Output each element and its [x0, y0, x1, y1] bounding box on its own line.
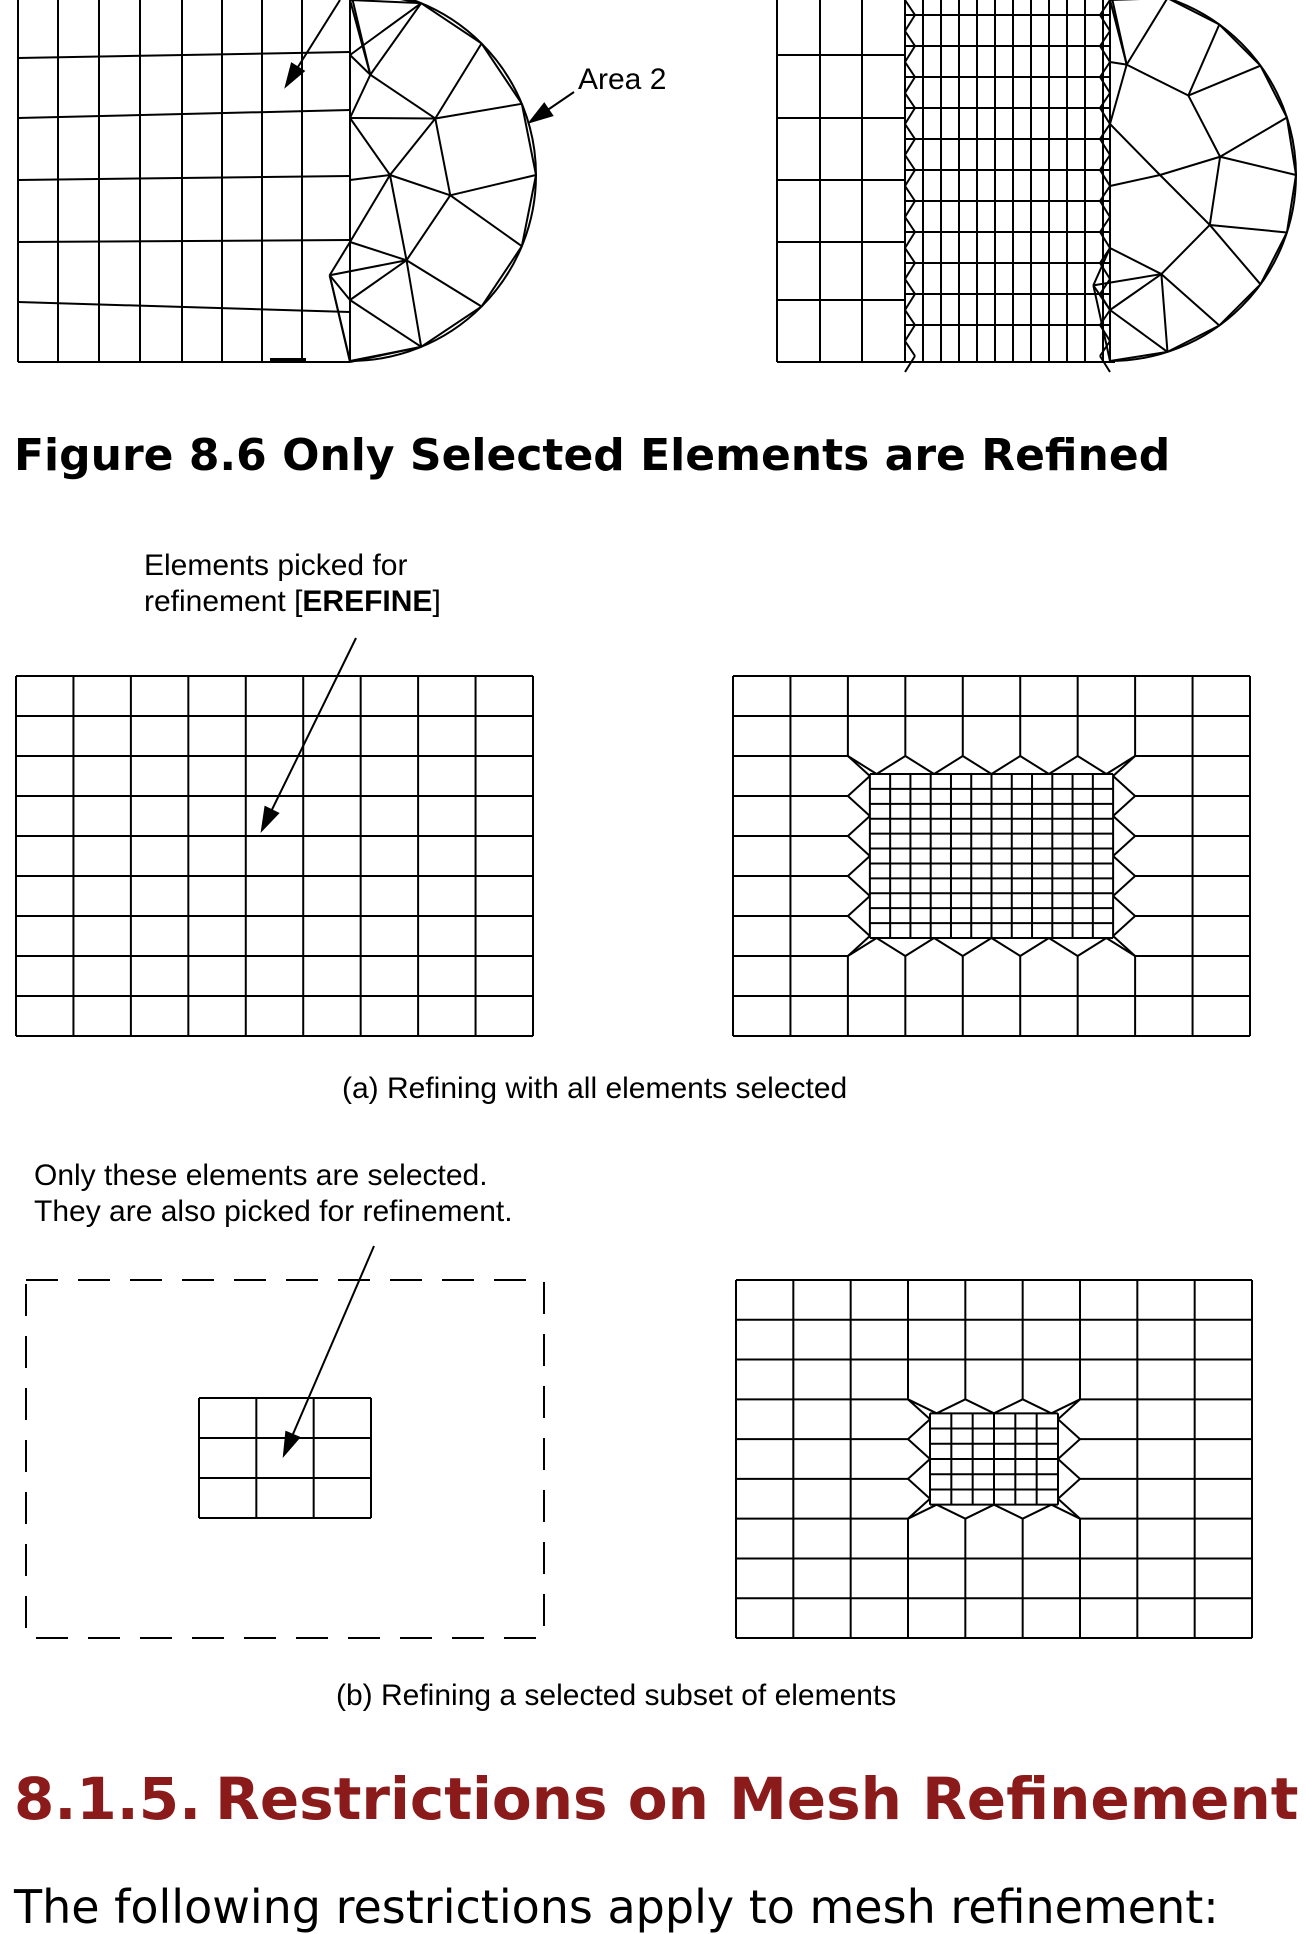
tri-edge [992, 756, 1021, 774]
tri-edge [1100, 279, 1110, 294]
tri-edge [963, 938, 992, 956]
tri-edge [1110, 124, 1160, 175]
tri-edge [350, 175, 390, 242]
tri-edge [1110, 0, 1127, 65]
tri-edge [450, 195, 522, 246]
tri-edge [1113, 936, 1135, 956]
tri-edge [1078, 938, 1107, 956]
tri-edge [435, 104, 522, 119]
tri-edge [934, 756, 963, 774]
top-mesh-left [18, 0, 536, 362]
tri-edge [963, 756, 992, 774]
tri-edge [908, 1439, 930, 1459]
label-elements-picked-line1: Elements picked for [144, 548, 441, 584]
tri-edge [1113, 916, 1135, 936]
tri-edge [905, 201, 915, 217]
tri-edge [1100, 0, 1110, 15]
tri-edge [848, 816, 870, 836]
tri-edge [905, 325, 915, 341]
tri-edge [390, 118, 435, 175]
tri-edge [1110, 65, 1127, 124]
grid-line [18, 176, 350, 180]
tri-edge [350, 3, 421, 55]
tri-edge [877, 756, 906, 774]
tri-edge [407, 260, 482, 306]
tri-edge [905, 170, 915, 186]
tri-edge [1260, 232, 1286, 284]
tri-edge [905, 0, 915, 15]
mesh-b-refined [736, 1280, 1252, 1638]
area-2-label: Area 2 [578, 62, 666, 98]
tri-edge [937, 1399, 966, 1413]
tri-edge [848, 796, 870, 816]
tri-edge [848, 856, 870, 876]
section-heading [14, 1765, 1299, 1833]
tri-edge [905, 263, 915, 279]
tri-edge [908, 1419, 930, 1439]
tri-edge [330, 242, 350, 275]
tri-edge [992, 938, 1021, 956]
tri-edge [1167, 325, 1219, 351]
caption-a: (a) Refining with all elements selected [342, 1071, 847, 1107]
tri-edge [350, 118, 390, 175]
tri-edge [905, 756, 934, 774]
tri-edge [905, 248, 915, 263]
tri-edge [421, 3, 481, 43]
tri-edge [1160, 175, 1210, 225]
dashed-boundary [26, 1280, 544, 1638]
tri-edge [1058, 1459, 1080, 1479]
tri-edge [450, 175, 536, 195]
tri-edge [1113, 756, 1135, 776]
tri-edge [1113, 876, 1135, 896]
tri-edge [908, 1459, 930, 1479]
tri-edge [1161, 274, 1167, 352]
tri-edge [905, 46, 915, 62]
tri-edge [1100, 186, 1110, 201]
tri-edge [1100, 124, 1110, 139]
tri-edge [1100, 201, 1110, 217]
tri-edge [905, 217, 915, 232]
tri-edge [1100, 108, 1110, 124]
tri-edge [1110, 248, 1161, 274]
tri-edge [905, 938, 934, 956]
tri-edge [877, 938, 906, 956]
tri-edge [905, 15, 915, 31]
tri-edge [1161, 274, 1219, 325]
tri-edge [350, 347, 421, 362]
tri-edge [994, 1505, 1023, 1519]
figure-title: Figure 8.6 Only Selected Elements are Refined [14, 430, 1170, 481]
tri-edge [905, 294, 915, 310]
grid-line [18, 302, 350, 312]
tri-edge [1110, 62, 1127, 65]
tri-edge [905, 77, 915, 93]
tri-edge [1100, 170, 1110, 186]
tri-edge [905, 279, 915, 294]
tri-edge [965, 1505, 994, 1519]
tri-edge [1110, 274, 1161, 310]
tri-edge [1100, 77, 1110, 93]
body-paragraph: The following restrictions apply to mesh refinement: [14, 1880, 1219, 1934]
tri-edge [965, 1399, 994, 1413]
tri-edge [350, 242, 407, 260]
tri-edge [1167, 0, 1219, 25]
tri-edge [1113, 836, 1135, 856]
tri-edge [1049, 938, 1078, 956]
grid-line [18, 240, 350, 242]
tri-edge [905, 93, 915, 108]
tri-edge [1049, 756, 1078, 774]
label-elements-picked-line2: refinement [EREFINE] [144, 584, 441, 620]
tri-edge [905, 341, 915, 356]
tri-edge [848, 776, 870, 796]
tri-edge [1020, 756, 1049, 774]
tri-edge [1210, 157, 1220, 225]
tri-edge [848, 876, 870, 896]
tri-edge [1100, 15, 1110, 31]
tri-edge [908, 1479, 930, 1499]
tri-edge [848, 916, 870, 936]
tri-edge [905, 31, 915, 46]
mesh-b-selected-subset [26, 1280, 544, 1638]
tri-edge [1020, 938, 1049, 956]
tri-edge [435, 118, 450, 195]
tri-edge [1100, 46, 1110, 62]
tri-edge [1127, 0, 1168, 65]
tri-edge [1188, 96, 1220, 157]
tri-edge [1100, 139, 1110, 155]
tri-edge [1113, 816, 1135, 836]
tri-edge [848, 896, 870, 916]
tri-edge [1210, 225, 1261, 284]
tri-edge [905, 62, 915, 77]
tri-edge [1093, 248, 1110, 285]
tri-edge [350, 300, 421, 347]
tri-edge [1023, 1505, 1052, 1519]
tri-edge [1058, 1419, 1080, 1439]
section-title: Restrictions on Mesh Refinement [215, 1765, 1298, 1833]
tri-edge [905, 139, 915, 155]
erefine-command: EREFINE [302, 585, 432, 618]
tri-edge [1113, 776, 1135, 796]
tri-edge [1100, 31, 1110, 46]
tri-edge [1161, 225, 1209, 274]
tri-edge [905, 124, 915, 139]
section-number: 8.1.5. [14, 1765, 201, 1833]
tri-edge [934, 938, 963, 956]
tri-edge [905, 186, 915, 201]
tri-edge [848, 756, 870, 776]
tri-edge [1078, 756, 1107, 774]
tri-edge [905, 155, 915, 170]
tri-edge [994, 1399, 1023, 1413]
tri-edge [905, 310, 915, 325]
label-only-selected-line1: Only these elements are selected. [34, 1158, 513, 1194]
tri-edge [1100, 217, 1110, 232]
tri-edge [1220, 118, 1287, 157]
grid-line [18, 110, 350, 118]
tri-edge [848, 836, 870, 856]
subset-arrow-shaft [284, 1246, 374, 1455]
label-only-selected-line2: They are also picked for refinement. [34, 1194, 513, 1230]
tri-edge [370, 3, 421, 75]
tri-edge [1100, 93, 1110, 108]
label-elements-picked [144, 548, 441, 620]
tri-edge [1219, 284, 1260, 325]
tri-edge [1210, 225, 1287, 233]
tri-edge [1127, 65, 1189, 96]
tri-edge [1260, 66, 1286, 118]
tri-edge [1219, 25, 1260, 66]
erefine-arrow-head [262, 807, 278, 830]
tri-edge [1100, 155, 1110, 170]
tri-edge [1113, 796, 1135, 816]
tri-edge [1100, 232, 1110, 248]
tri-edge [407, 260, 422, 347]
tri-edge [1110, 310, 1167, 352]
erefine-arrow-shaft [262, 638, 356, 830]
tri-edge [937, 1505, 966, 1519]
tri-edge [1023, 1399, 1052, 1413]
tri-edge [848, 936, 870, 956]
label-only-selected [34, 1158, 513, 1230]
tri-edge [905, 356, 915, 372]
subset-arrow-head [284, 1432, 299, 1455]
tri-edge [1160, 157, 1220, 175]
tri-edge [1220, 157, 1296, 175]
tri-edge [350, 175, 390, 180]
area-1-arrow-head [286, 64, 304, 86]
tri-edge [390, 175, 450, 195]
area-2-arrow-head [530, 104, 552, 122]
tri-edge [370, 75, 435, 119]
tri-edge [350, 75, 370, 118]
tri-edge [482, 43, 522, 103]
mesh-a-original [16, 676, 533, 1036]
tri-edge [1058, 1439, 1080, 1459]
mesh-a-refined [733, 676, 1250, 1036]
tri-edge [482, 246, 522, 306]
caption-b: (b) Refining a selected subset of elements [336, 1678, 896, 1714]
tri-edge [905, 232, 915, 248]
tri-edge [390, 175, 407, 260]
tri-edge [421, 307, 481, 347]
tri-edge [522, 175, 536, 246]
tri-edge [905, 108, 915, 124]
tri-edge [435, 43, 481, 118]
tri-edge [1100, 62, 1110, 77]
tri-edge [1113, 896, 1135, 916]
tri-edge [1113, 856, 1135, 876]
tri-edge [522, 104, 536, 175]
tri-edge [1110, 175, 1160, 186]
half-disc-boundary [350, 0, 536, 361]
grid-line [18, 52, 350, 58]
tri-edge [407, 195, 451, 260]
tri-edge [1058, 1479, 1080, 1499]
top-mesh-right [777, 0, 1296, 372]
